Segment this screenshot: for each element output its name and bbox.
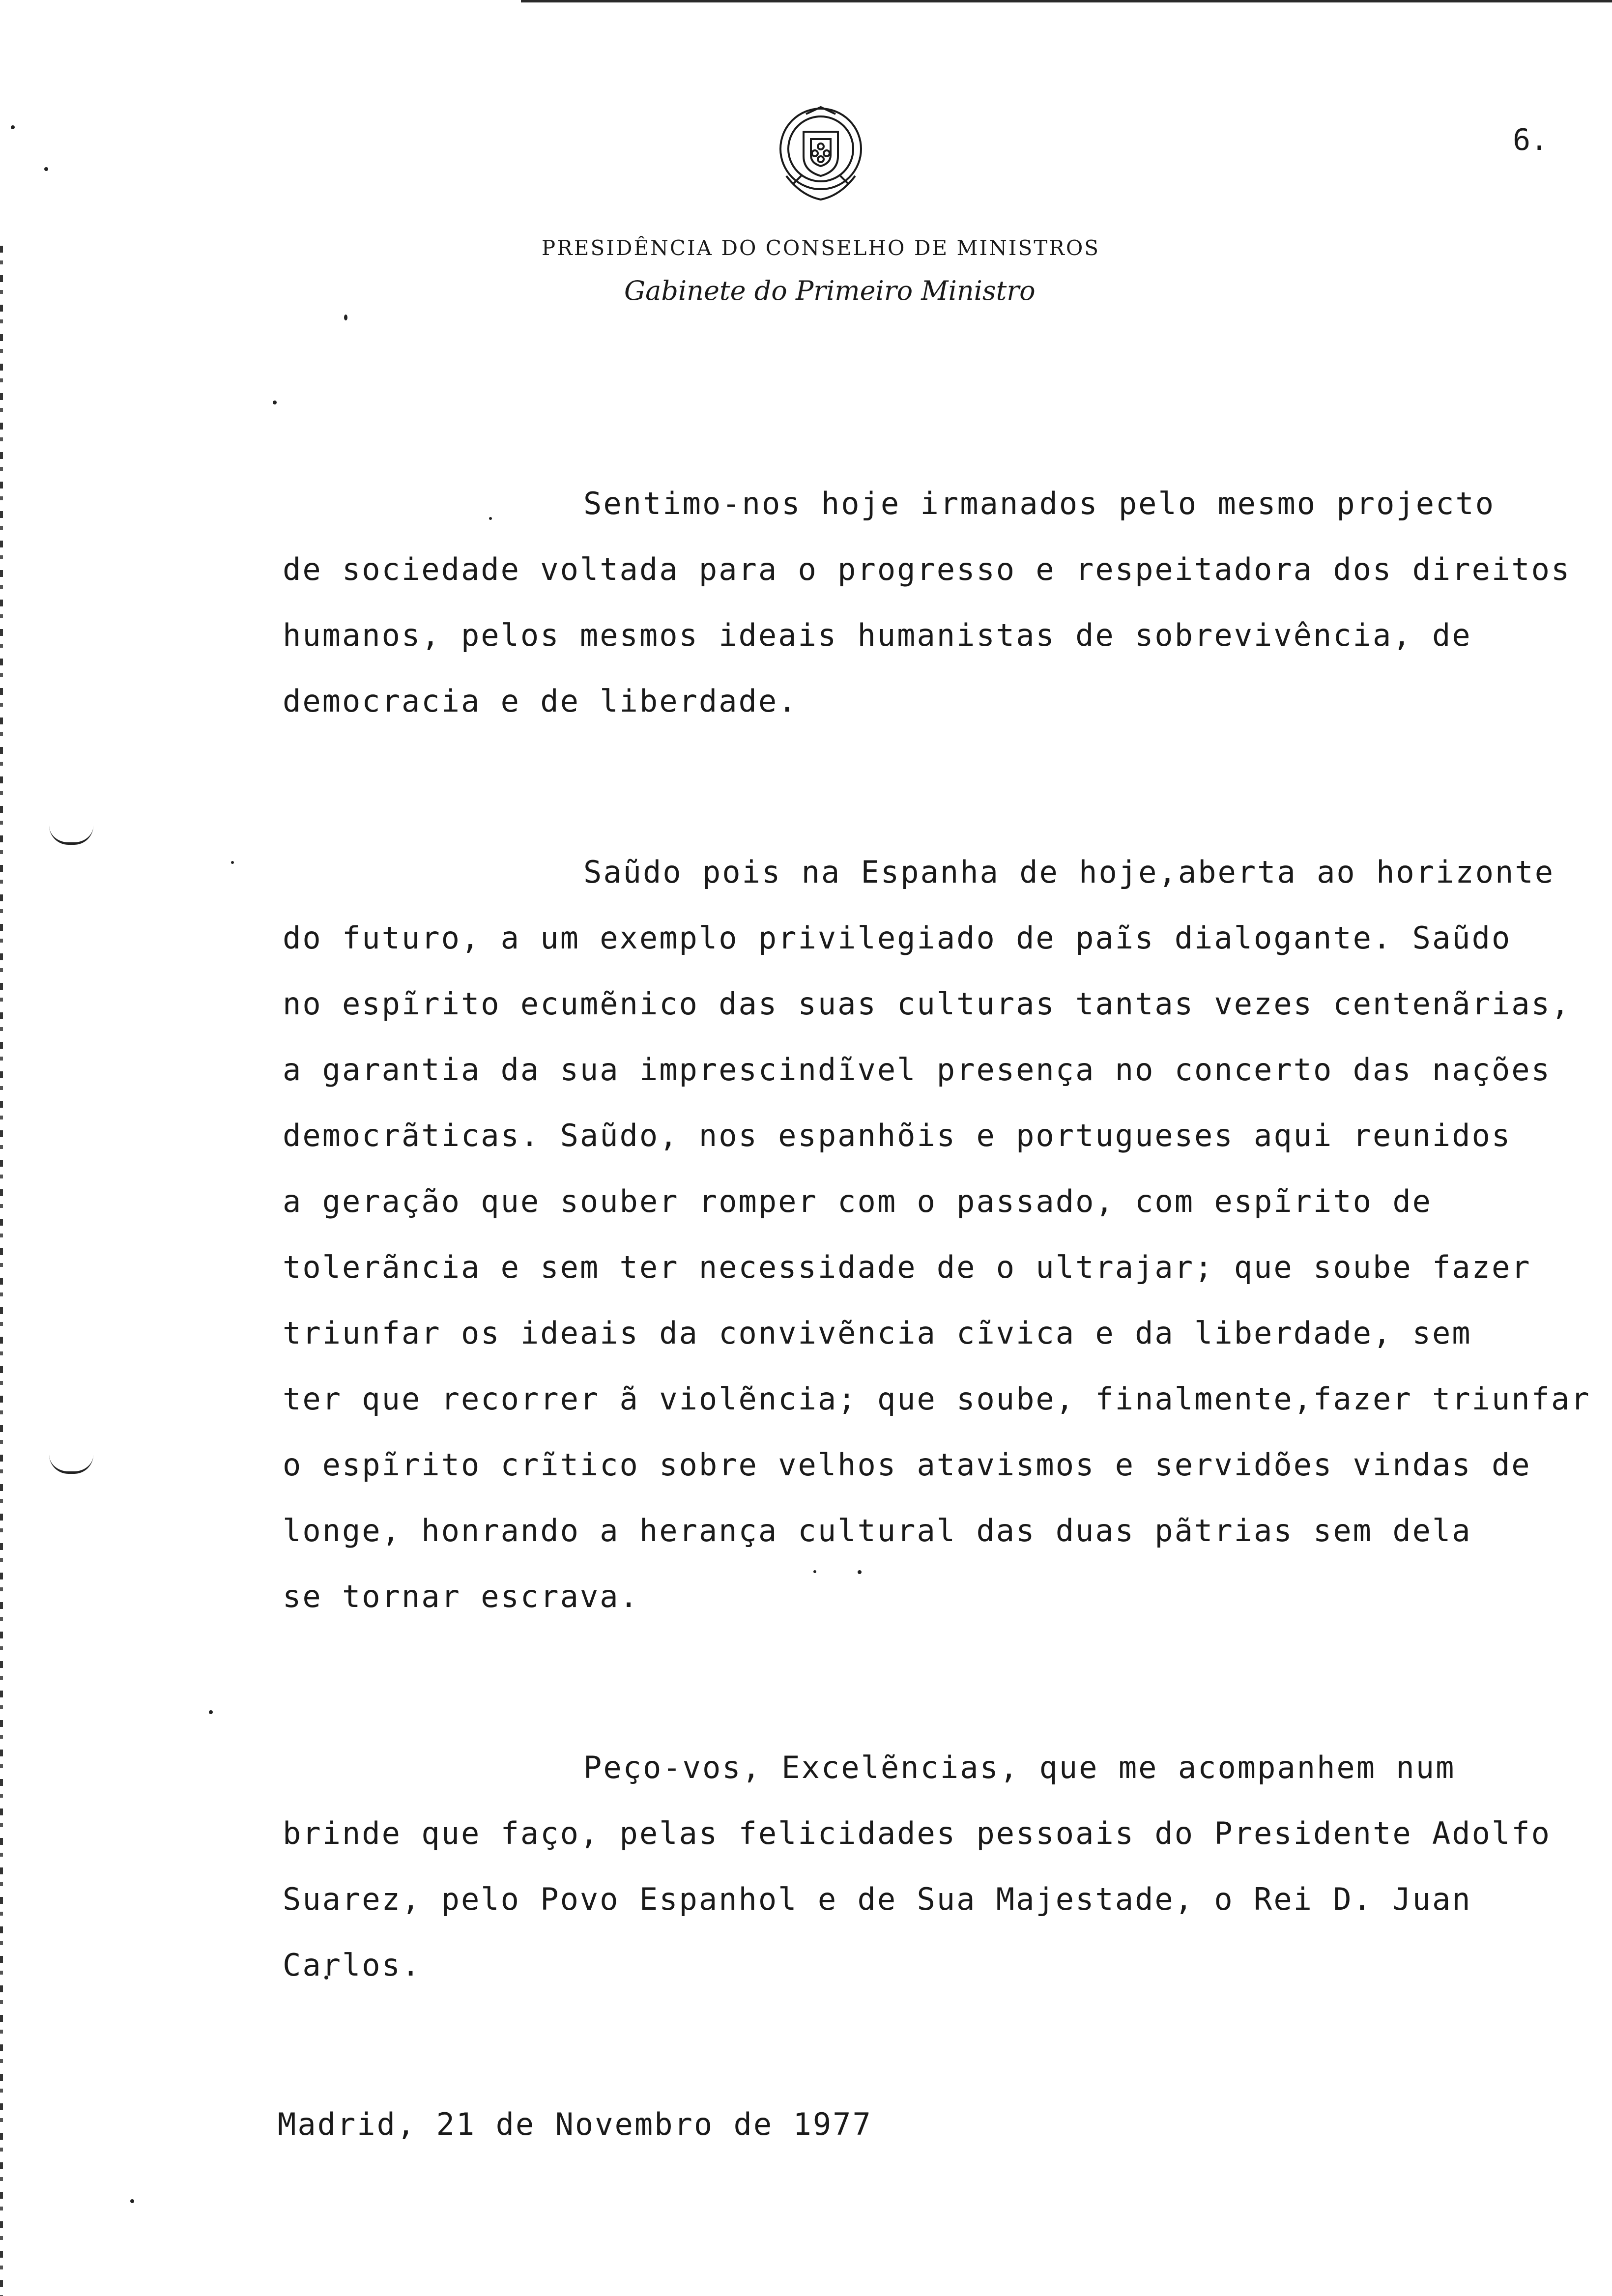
text-line: tolerãncia e sem ter necessidade de o ultrajar; que soube fazer [283, 1249, 1531, 1285]
text-line: a garantia da sua imprescindĩvel presença no concerto das nações [283, 1052, 1551, 1088]
scan-speck [273, 401, 277, 404]
text-line: no espĩrito ecumẽnico das suas culturas tantas vezes centenãrias, [283, 986, 1571, 1022]
text-line: Peço-vos, Excelẽncias, que me acompanhem num [583, 1750, 1456, 1785]
text-line: Sentimo-nos hoje irmanados pelo mesmo projecto [583, 486, 1496, 521]
text-line: ter que recorrer ã violẽncia; que soube, finalmente,fazer triunfar [283, 1381, 1591, 1417]
text-line: Suarez, pelo Povo Espanhol e de Sua Majestade, o Rei D. Juan [283, 1881, 1472, 1917]
scan-speck [44, 167, 48, 171]
text-line: longe, honrando a herança cultural das duas pãtrias sem dela [283, 1513, 1472, 1549]
scan-mark [49, 1455, 93, 1474]
scan-speck [130, 2199, 134, 2203]
place-date-signoff: Madrid, 21 de Novembro de 1977 [278, 2106, 872, 2142]
paragraph [283, 1735, 1590, 1998]
scan-edge-line [521, 0, 1612, 2]
letterhead-title: PRESIDÊNCIA DO CONSELHO DE MINISTROS [541, 236, 1100, 260]
text-line: a geração que souber romper com o passado, com espĩrito de [283, 1183, 1432, 1219]
scan-speck [11, 125, 15, 129]
body-text [283, 471, 1590, 2103]
text-line: Carlos. [283, 1947, 422, 1983]
page-number: 6. [1513, 123, 1549, 157]
scan-speck [231, 861, 234, 864]
text-line: brinde que faço, pelas felicidades pessoais do Presidente Adolfo [283, 1815, 1551, 1851]
text-line: de sociedade voltada para o progresso e respeitadora dos direitos [283, 551, 1571, 587]
coat-of-arms-icon [772, 102, 870, 205]
text-line: triunfar os ideais da convivẽncia cĩvica e da liberdade, sem [283, 1315, 1472, 1351]
text-line: Saũdo pois na Espanha de hoje,aberta ao horizonte [583, 854, 1555, 890]
scan-binding-edge [0, 246, 3, 2296]
text-line: democrãticas. Saũdo, nos espanhõis e portugueses aqui reunidos [283, 1118, 1512, 1153]
text-line: se tornar escrava. [283, 1578, 639, 1614]
letterhead-subtitle: Gabinete do Primeiro Ministro [624, 275, 1036, 306]
scan-speck [344, 315, 347, 320]
scan-speck [209, 1710, 213, 1714]
paragraph [283, 471, 1590, 734]
scan-mark [49, 826, 93, 845]
paragraph [283, 839, 1590, 1630]
text-line: humanos, pelos mesmos ideais humanistas de sobrevivência, de [283, 617, 1472, 653]
text-line: o espĩrito crĩtico sobre velhos atavismos e servidões vindas de [283, 1447, 1531, 1483]
text-line: do futuro, a um exemplo privilegiado de paĩs dialogante. Saũdo [283, 920, 1512, 956]
text-line: democracia e de liberdade. [283, 683, 798, 719]
